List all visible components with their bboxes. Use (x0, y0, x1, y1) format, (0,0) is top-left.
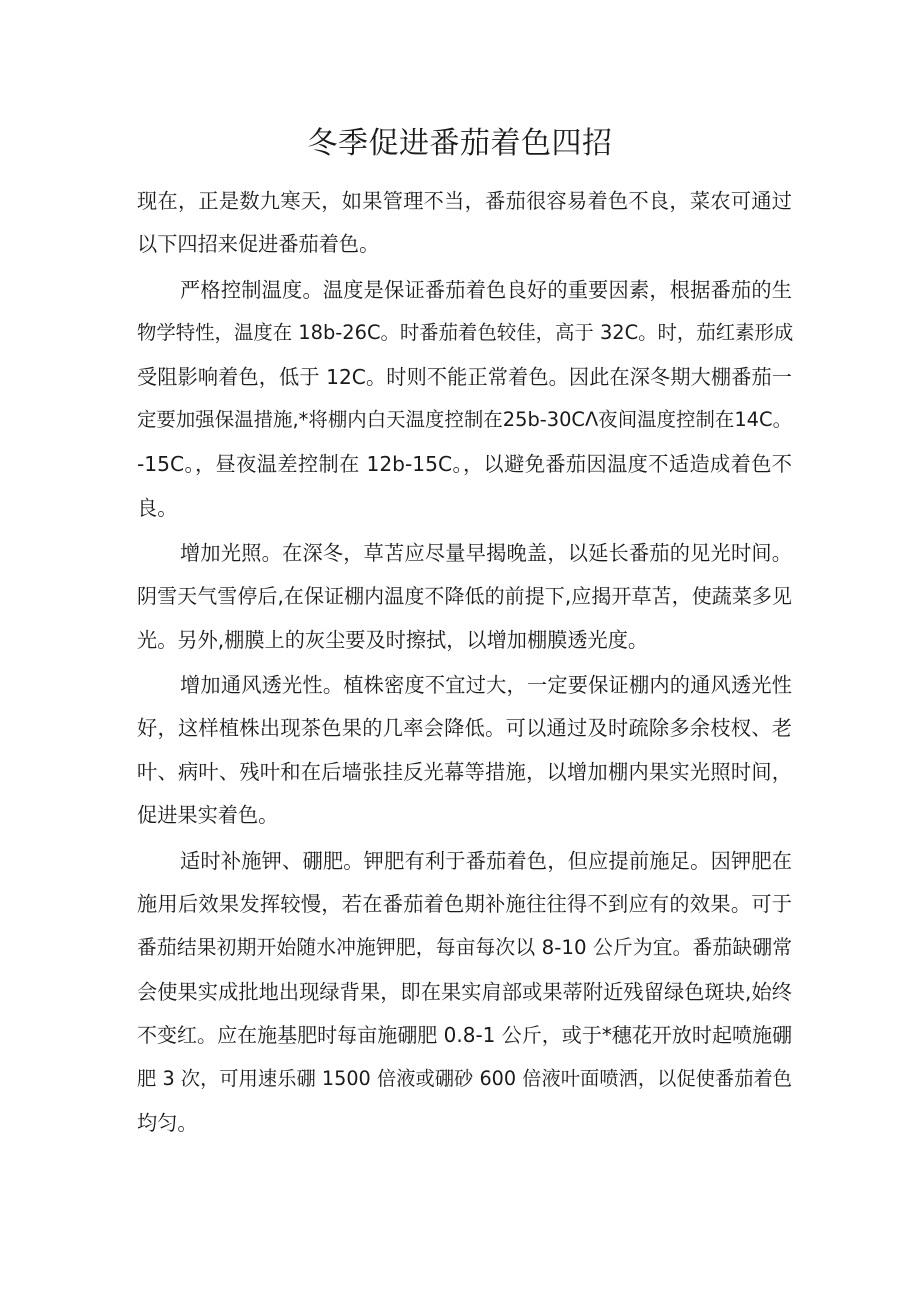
page-title: 冬季促进番茄着色四招 (307, 126, 613, 161)
paragraph-5-line-7: 均匀。 (137, 1111, 198, 1135)
paragraph-2-line-6: 良。 (137, 496, 178, 520)
paragraph-5-line-2: 施用后效果发挥较慢，若在番茄着色期补施往往得不到应有的效果。可于 (137, 892, 792, 916)
paragraph-2-line-3: 受阻影响着色，低于 12C。时则不能正常着色。因此在深冬期大棚番茄一 (137, 365, 792, 389)
paragraph-2-line-2: 物学特性，温度在 18b-26C。时番茄着色较佳，高于 32C。时，茄红素形成 (137, 321, 794, 344)
paragraph-4-line-3: 叶、病叶、残叶和在后墙张挂反光幕等措施，以增加棚内果实光照时间， (137, 760, 792, 784)
paragraph-3-line-1: 增加光照。在深冬，草苫应尽量早揭晚盖，以延长番茄的见光时间。 (180, 541, 792, 565)
paragraph-5-line-3: 番茄结果初期开始随水冲施钾肥，每亩每次以 8-10 公斤为宜。番茄缺硼常 (137, 936, 792, 959)
paragraph-4-line-2: 好，这样植株出现茶色果的几率会降低。可以通过及时疏除多余枝杈、老 (137, 716, 792, 740)
paragraph-5-line-1: 适时补施钾、硼肥。钾肥有利于番茄着色，但应提前施足。因钾肥在 (180, 849, 792, 873)
paragraph-2-line-1: 严格控制温度。温度是保证番茄着色良好的重要因素，根据番茄的生 (180, 278, 792, 302)
paragraph-2-line-4: 定要加强保温措施,*将棚内白天温度控制在25b-30CΛ夜间温度控制在14C。 (137, 408, 792, 431)
paragraph-1-line-2: 以下四招来促进番茄着色。 (137, 232, 380, 256)
paragraph-4-line-4: 促进果实着色。 (137, 803, 279, 827)
paragraph-4-line-1: 增加通风透光性。植株密度不宜过大，一定要保证棚内的通风透光性 (180, 673, 792, 697)
paragraph-3-line-3: 光。另外,棚膜上的灰尘要及时擦拭，以增加棚膜透光度。 (137, 628, 649, 652)
paragraph-2-line-5: -15C。，昼夜温差控制在 12b-15C。，以避免番茄因温度不适造成着色不 (137, 452, 792, 476)
paragraph-5-line-6: 肥 3 次，可用速乐硼 1500 倍液或硼砂 600 倍液叶面喷洒，以促使番茄着色 (137, 1067, 792, 1090)
paragraph-5-line-4: 会使果实成批地出现绿背果，即在果实肩部或果蒂附近残留绿色斑块,始终 (137, 980, 792, 1004)
paragraph-5-line-5: 不变红。应在施基肥时每亩施硼肥 0.8-1 公斤，或于*穗花开放时起喷施硼 (137, 1023, 792, 1047)
paragraph-1-line-1: 现在，正是数九寒天，如果管理不当，番茄很容易着色不良，菜农可通过 (137, 189, 792, 213)
paragraph-3-line-2: 阴雪天气雪停后,在保证棚内温度不降低的前提下,应揭开草苫，使蔬菜多见 (137, 584, 792, 608)
